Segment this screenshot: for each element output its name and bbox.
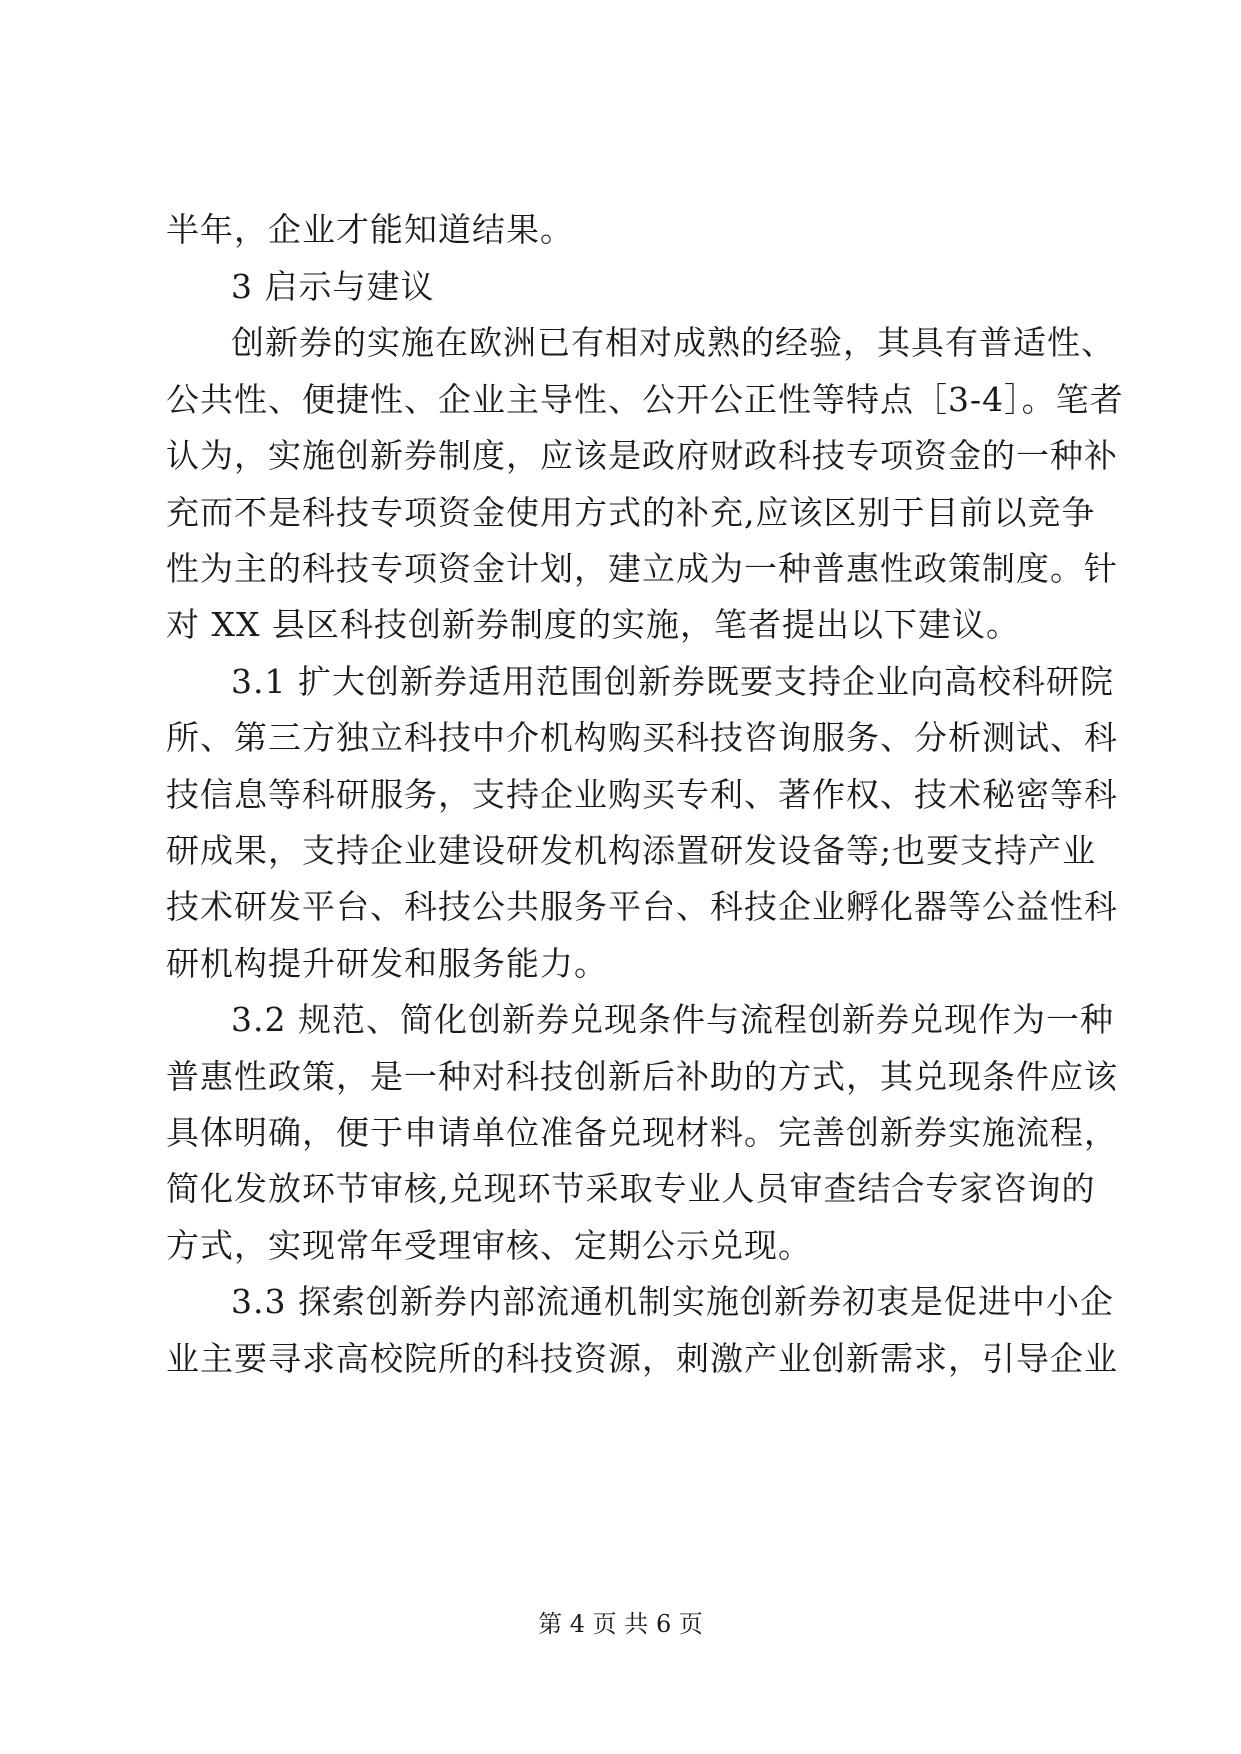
text-line: 3.3 探索创新券内部流通机制实施创新券初衷是促进中小企: [231, 1282, 1114, 1321]
page-number-footer: 第 4 页 共 6 页: [538, 1610, 703, 1638]
text-line: 创新券的实施在欧洲已有相对成熟的经验，其具有普适性、: [231, 323, 1115, 362]
text-line: 3.1 扩大创新券适用范围创新券既要支持企业向高校科研院: [231, 662, 1114, 701]
text-line: 方式，实现常年受理审核、定期公示兑现。: [166, 1226, 812, 1265]
section-heading: 3 启示与建议: [231, 267, 435, 306]
text-line: 半年，企业才能知道结果。: [166, 210, 574, 249]
text-line: 研成果，支持企业建设研发机构添置研发设备等;也要支持产业: [166, 831, 1097, 870]
text-line: 技术研发平台、科技公共服务平台、科技企业孵化器等公益性科: [166, 887, 1118, 926]
text-line: 所、第三方独立科技中介机构购买科技咨询服务、分析测试、科: [166, 718, 1118, 757]
text-line: 性为主的科技专项资金计划，建立成为一种普惠性政策制度。针: [166, 549, 1118, 588]
text-line: 具体明确，便于申请单位准备兑现材料。完善创新券实施流程，: [166, 1113, 1118, 1152]
text-line: 认为，实施创新券制度，应该是政府财政科技专项资金的一种补: [166, 436, 1118, 475]
text-line: 简化发放环节审核,兑现环节采取专业人员审查结合专家咨询的: [166, 1169, 1096, 1208]
text-line: 业主要寻求高校院所的科技资源，刺激产业创新需求，引导企业: [166, 1339, 1118, 1378]
text-line: 研机构提升研发和服务能力。: [166, 944, 608, 983]
text-line: 对 XX 县区科技创新券制度的实施，笔者提出以下建议。: [166, 605, 1020, 644]
text-line: 技信息等科研服务，支持企业购买专利、著作权、技术秘密等科: [166, 775, 1118, 814]
text-line: 公共性、便捷性、企业主导性、公开公正性等特点［3-4］。笔者: [166, 380, 1124, 419]
text-line: 3.2 规范、简化创新券兑现条件与流程创新券兑现作为一种: [231, 1000, 1114, 1039]
text-line: 充而不是科技专项资金使用方式的补充,应该区别于目前以竞争: [166, 493, 1096, 532]
text-line: 普惠性政策，是一种对科技创新后补助的方式，其兑现条件应该: [166, 1057, 1118, 1096]
